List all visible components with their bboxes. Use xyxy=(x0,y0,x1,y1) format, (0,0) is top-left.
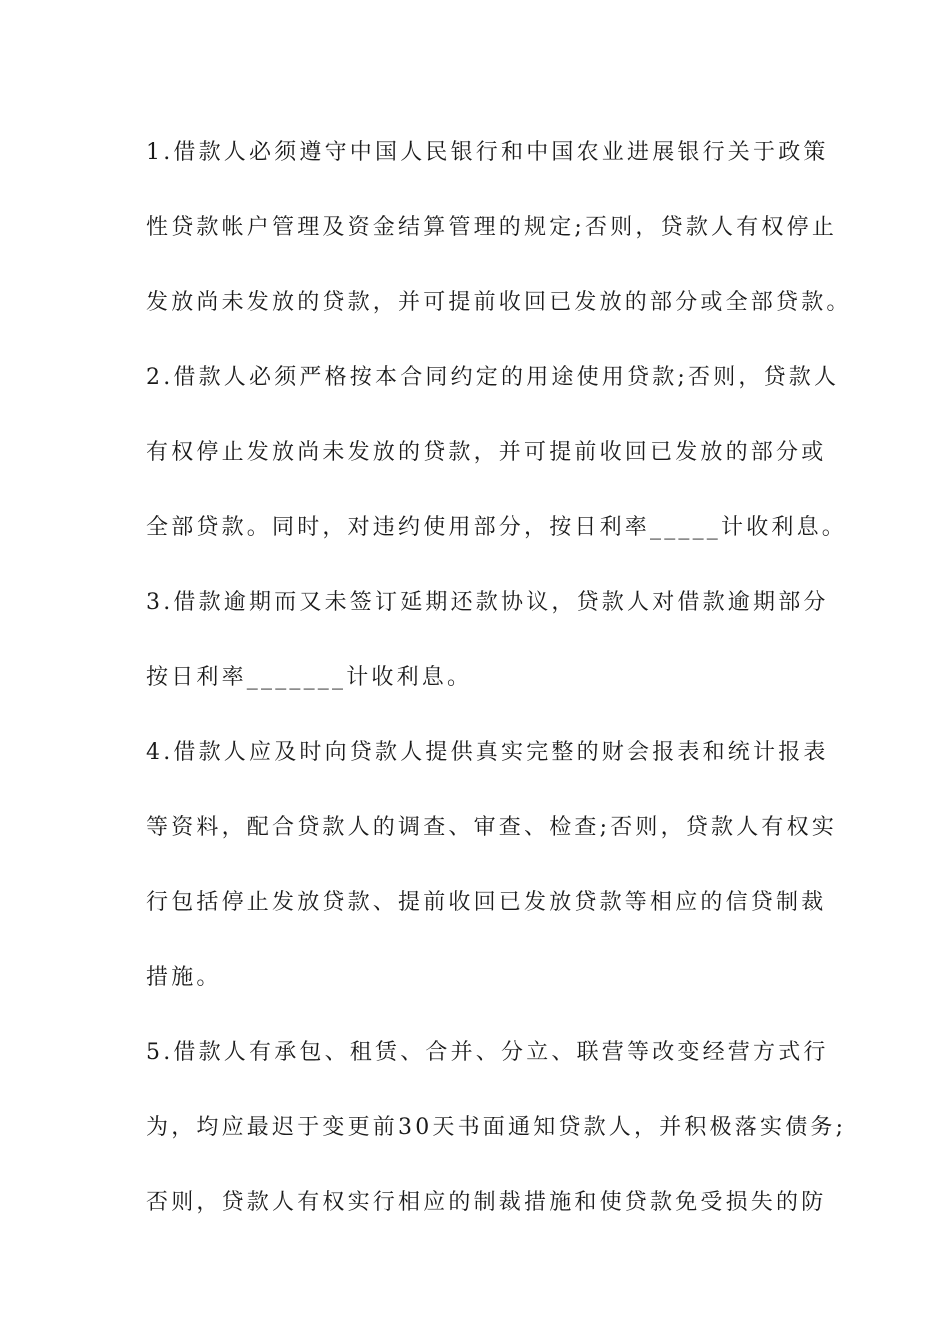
clause-2-line-3: 全部贷款。同时，对违约使用部分，按日利率_____计收利息。 xyxy=(146,515,848,540)
clause-1-line-1: 1.借款人必须遵守中国人民银行和中国农业进展银行关于政策 xyxy=(146,140,829,165)
clause-5-line-3: 否则，贷款人有权实行相应的制裁措施和使贷款免受损失的防 xyxy=(146,1190,827,1215)
clause-3-line-1: 3.借款逾期而又未签订延期还款协议，贷款人对借款逾期部分 xyxy=(146,590,829,615)
clause-5-line-1: 5.借款人有承包、租赁、合并、分立、联营等改变经营方式行 xyxy=(146,1040,829,1065)
clause-4-line-2: 等资料，配合贷款人的调查、审查、检查;否则，贷款人有权实 xyxy=(146,815,838,840)
clause-4-line-3: 行包括停止发放贷款、提前收回已发放贷款等相应的信贷制裁 xyxy=(146,890,827,915)
clause-1-line-3: 发放尚未发放的贷款，并可提前收回已发放的部分或全部贷款。 xyxy=(146,290,852,315)
clause-3-line-2: 按日利率_______计收利息。 xyxy=(146,665,473,690)
clause-4-line-1: 4.借款人应及时向贷款人提供真实完整的财会报表和统计报表 xyxy=(146,740,829,765)
clause-4-line-4: 措施。 xyxy=(146,965,222,990)
clause-2-line-1: 2.借款人必须严格按本合同约定的用途使用贷款;否则，贷款人 xyxy=(146,365,840,390)
clause-5-line-2: 为，均应最迟于变更前30天书面通知贷款人，并积极落实债务; xyxy=(146,1115,847,1140)
clause-1-line-2: 性贷款帐户管理及资金结算管理的规定;否则，贷款人有权停止 xyxy=(146,215,838,240)
clause-2-line-2: 有权停止发放尚未发放的贷款，并可提前收回已发放的部分或 xyxy=(146,440,827,465)
